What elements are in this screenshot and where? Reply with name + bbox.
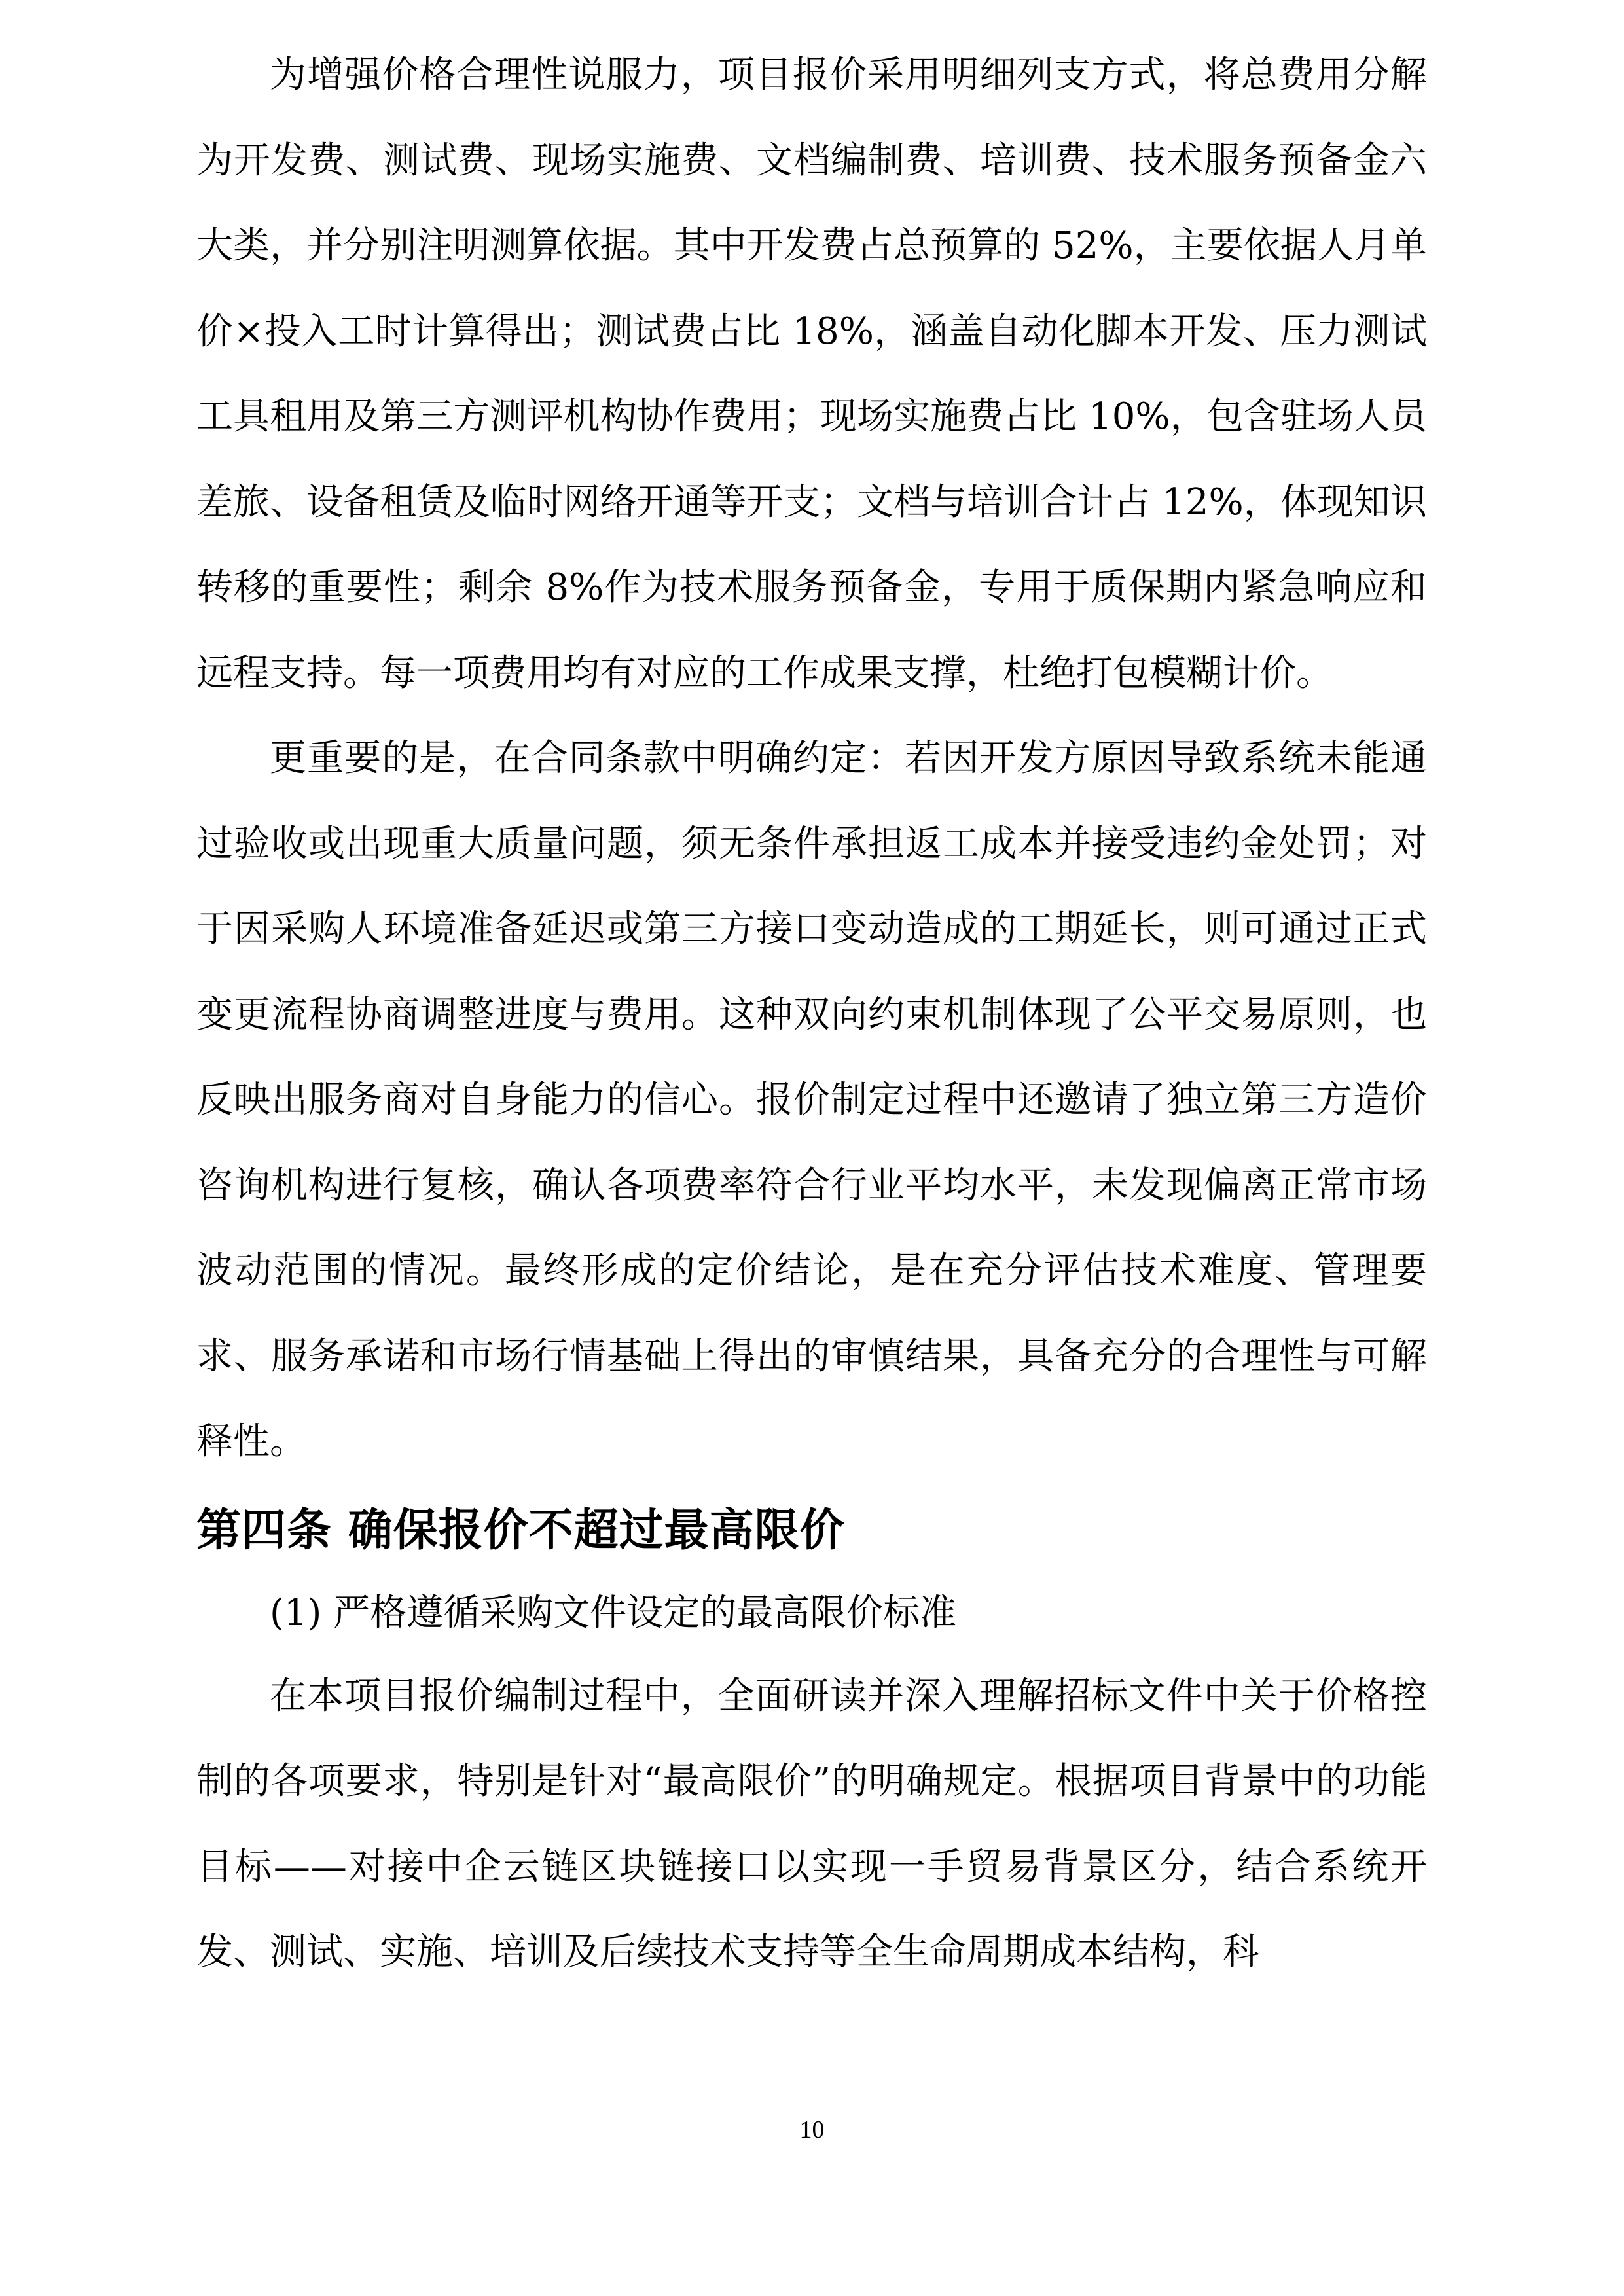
article-heading: 第四条 确保报价不超过最高限价	[196, 1504, 845, 1556]
section-subheading: (1) 严格遵循采购文件设定的最高限价标准	[270, 1591, 957, 1634]
body-paragraph-cost-breakdown: 为增强价格合理性说服力，项目报价采用明细列支方式，将总费用分解为开发费、测试费、现场实施费、文档编制费、培训费、技术服务预备金六大类，并分别注明测算依据。其中开发费占总预算的 52%，主要依据人月单价×投入工时计算得出；测试费占比 18%，涵盖自动化脚本开发、压力测试工具租用及第三方测评机构协作费用；现场实施费占比 10%，包含驻场人员差旅、设备租赁及临时网络开通等开支；文档与培训合计占 12%，体现知识转移的重要性；剩余 8%作为技术服务预备金，专用于质保期内紧急响应和远程支持。每一项费用均有对应的工作成果支撑，杜绝打包模糊计价。	[196, 54, 1427, 694]
page-number: 10	[799, 2116, 825, 2144]
body-paragraph-contract-terms: 更重要的是，在合同条款中明确约定：若因开发方原因导致系统未能通过验收或出现重大质量问题，须无条件承担返工成本并接受违约金处罚；对于因采购人环境准备延迟或第三方接口变动造成的工期延长，则可通过正式变更流程协商调整进度与费用。这种双向约束机制体现了公平交易原则，也反映出服务商对自身能力的信心。报价制定过程中还邀请了独立第三方造价咨询机构进行复核，确认各项费率符合行业平均水平，未发现偏离正常市场波动范围的情况。最终形成的定价结论，是在充分评估技术难度、管理要求、服务承诺和市场行情基础上得出的审慎结果，具备充分的合理性与可解释性。	[196, 737, 1427, 1463]
body-paragraph-price-cap: 在本项目报价编制过程中，全面研读并深入理解招标文件中关于价格控制的各项要求，特别是针对“最高限价”的明确规定。根据项目背景中的功能目标——对接中企云链区块链接口以实现一手贸易背景区分，结合系统开发、测试、实施、培训及后续技术支持等全生命周期成本结构，科	[196, 1674, 1427, 1973]
document-page	[196, 33, 1427, 1996]
